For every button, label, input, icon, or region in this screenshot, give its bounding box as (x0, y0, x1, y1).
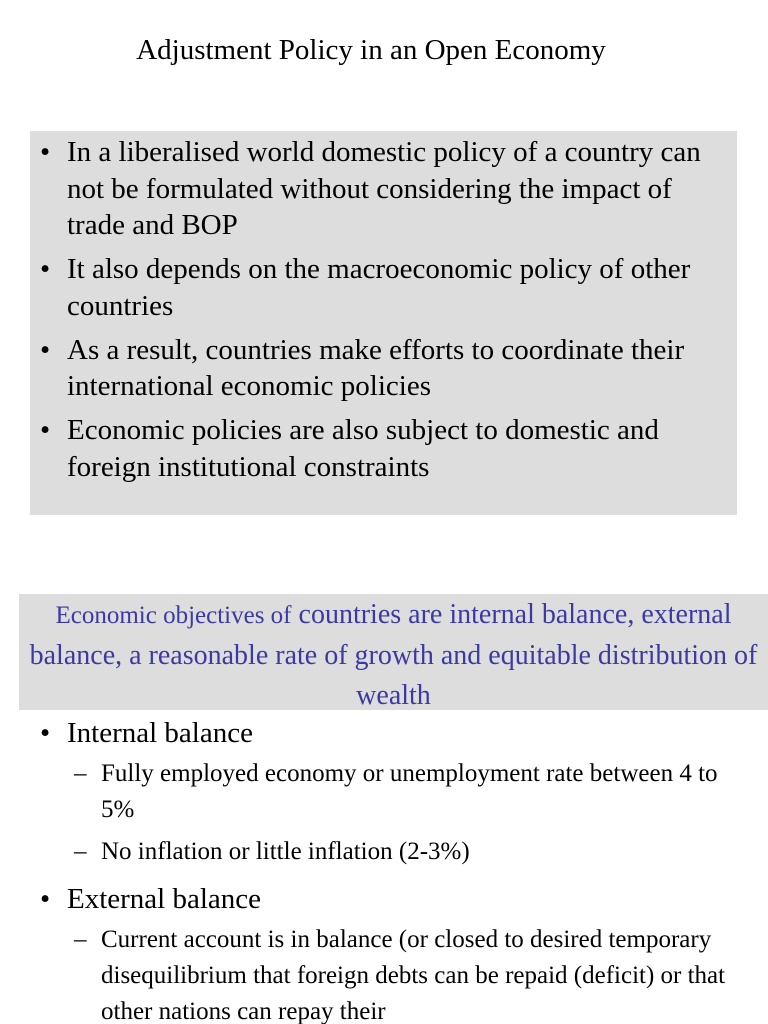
intro-bullet: • In a liberalised world domestic policy of a country can not be formulated without considering the impact of trade and BOP (40, 134, 730, 244)
objectives-lead: Economic objectives of (55, 602, 292, 629)
internal-balance-sublist (67, 756, 740, 870)
internal-balance-heading: Internal balance (67, 717, 253, 749)
internal-balance-item (40, 714, 740, 870)
sub-bullet: – No inflation or little inflation (2-3%) (67, 834, 740, 870)
slide-title: Adjustment Policy in an Open Economy (136, 34, 606, 66)
intro-bullet: • It also depends on the macroeconomic policy of other countries (40, 251, 730, 324)
sub-bullet: – Fully employed economy or unemployment rate between 4 to 5% (67, 756, 740, 828)
external-balance-sublist (67, 922, 740, 1024)
objectives-rest: countries are internal balance, external balance, a reasonable rate of growth and equitable distribution of wealth (29, 599, 758, 711)
intro-bullet-list (40, 134, 730, 493)
objectives-statement (19, 595, 768, 716)
external-balance-item (40, 880, 740, 1024)
external-balance-heading: External balance (67, 883, 262, 915)
intro-bullet: • As a result, countries make efforts to coordinate their international economic policies (40, 332, 730, 405)
balance-list (40, 714, 740, 1024)
intro-bullet: • Economic policies are also subject to domestic and foreign institutional constraints (40, 412, 730, 485)
sub-bullet: – Current account is in balance (or closed to desired temporary disequilibrium that foreign debts can be repaid (deficit) or that other nations can repay their (67, 922, 740, 1024)
